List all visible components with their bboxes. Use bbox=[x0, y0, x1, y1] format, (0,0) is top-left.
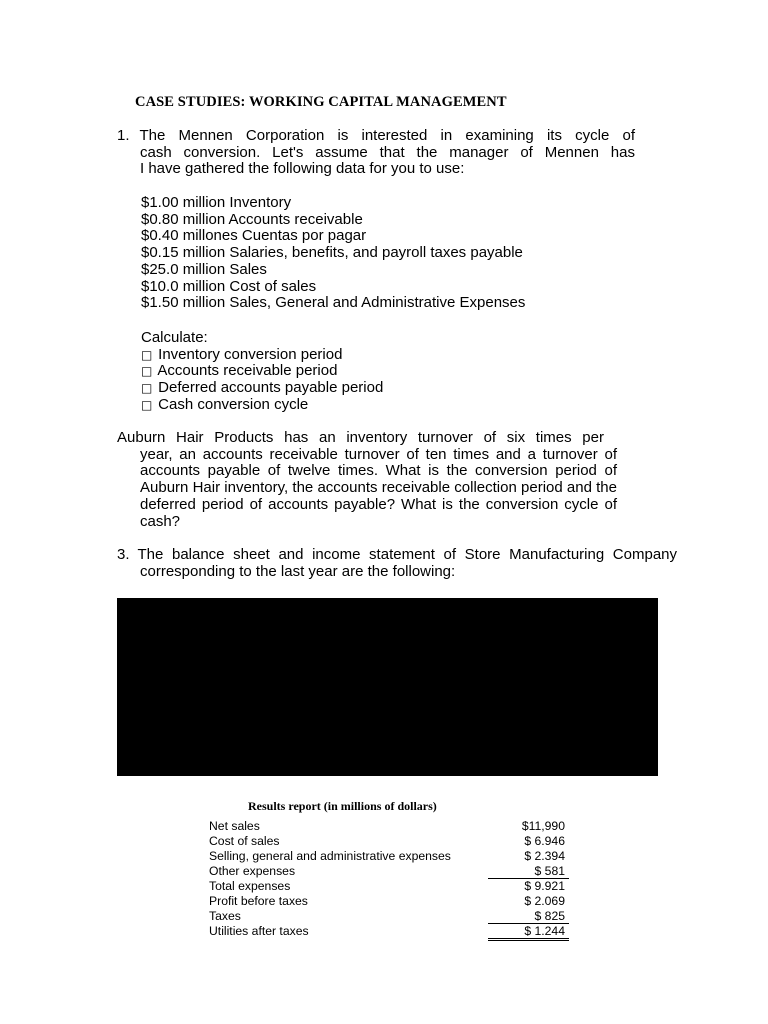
question-3-number: 3. bbox=[117, 546, 130, 563]
question-1-line-0: The Mennen Corporation is interested in examining its cycle of bbox=[139, 127, 635, 144]
row-value: $ 1.244 bbox=[524, 924, 565, 938]
calculate-item bbox=[141, 363, 383, 380]
row-value: $ 6.946 bbox=[524, 834, 565, 848]
row-label: Taxes bbox=[209, 909, 241, 923]
question-3-line-0: The balance sheet and income statement of Store Manufacturing Company bbox=[137, 546, 677, 563]
question-1-number: 1. bbox=[117, 127, 130, 144]
calculate-label: Calculate: bbox=[141, 329, 208, 346]
row-value: $11,990 bbox=[521, 819, 565, 833]
row-label: Utilities after taxes bbox=[209, 924, 309, 938]
table-row bbox=[209, 819, 569, 834]
checkbox-icon: □ bbox=[141, 364, 153, 379]
row-value: $ 825 bbox=[534, 909, 565, 923]
table-row bbox=[209, 909, 569, 924]
question-2-line: cash? bbox=[140, 512, 181, 530]
table-row bbox=[209, 879, 569, 894]
row-value: $ 581 bbox=[534, 864, 565, 878]
question-2 bbox=[117, 430, 617, 530]
checkbox-icon: □ bbox=[141, 381, 153, 396]
total-rule bbox=[488, 940, 569, 941]
total-rule bbox=[488, 938, 569, 939]
question-1-calculate-list bbox=[141, 330, 383, 414]
balance-sheet-image bbox=[117, 598, 658, 776]
row-label: Net sales bbox=[209, 819, 260, 833]
row-value: $ 9.921 bbox=[524, 879, 565, 893]
row-label: Total expenses bbox=[209, 879, 291, 893]
calculate-item-text: Cash conversion cycle bbox=[158, 395, 309, 413]
question-2-line: year, an accounts receivable turnover of ten times and a turnover of bbox=[140, 445, 617, 463]
question-2-line: deferred period of accounts payable? What is the conversion cycle of bbox=[140, 495, 617, 513]
data-item: $0.40 millones Cuentas por pagar bbox=[141, 227, 367, 245]
calculate-item bbox=[141, 397, 383, 414]
calculate-item-text: Inventory conversion period bbox=[158, 345, 343, 363]
calculate-item bbox=[141, 380, 383, 397]
page-title: CASE STUDIES: WORKING CAPITAL MANAGEMENT bbox=[135, 94, 507, 110]
table-row bbox=[209, 834, 569, 849]
report-title: Results report (in millions of dollars) bbox=[248, 799, 437, 813]
question-2-line: Auburn Hair Products has an inventory turnover of six times per bbox=[117, 429, 604, 446]
question-2-line: Auburn Hair inventory, the accounts receivable collection period and the bbox=[140, 479, 617, 497]
results-report-table bbox=[209, 819, 569, 939]
question-3-first-line bbox=[117, 547, 677, 564]
row-label: Profit before taxes bbox=[209, 894, 308, 908]
table-row bbox=[209, 894, 569, 909]
calculate-item-text: Deferred accounts payable period bbox=[158, 379, 384, 397]
row-label: Selling, general and administrative expenses bbox=[209, 849, 451, 863]
data-item: $0.80 million Accounts receivable bbox=[141, 210, 363, 228]
question-2-line: accounts payable of twelve times. What is the conversion period of bbox=[140, 462, 617, 480]
data-item: $1.00 million Inventory bbox=[141, 194, 292, 211]
row-value: $ 2.069 bbox=[524, 894, 565, 908]
calculate-item-text: Accounts receivable period bbox=[157, 362, 338, 380]
question-1-first-line bbox=[117, 128, 635, 145]
question-1-line-2: I have gathered the following data for you to use: bbox=[140, 160, 465, 178]
data-item: $1.50 million Sales, General and Administrative Expenses bbox=[141, 294, 526, 312]
question-1-line-1: cash conversion. Let's assume that the manager of Mennen has bbox=[140, 143, 635, 161]
row-label: Other expenses bbox=[209, 864, 296, 878]
table-row bbox=[209, 864, 569, 879]
row-label: Cost of sales bbox=[209, 834, 280, 848]
question-3 bbox=[117, 547, 677, 580]
calculate-item bbox=[141, 347, 383, 364]
data-item: $25.0 million Sales bbox=[141, 260, 267, 278]
question-1-data-list bbox=[141, 195, 525, 312]
checkbox-icon: □ bbox=[141, 397, 153, 412]
question-3-line-1: corresponding to the last year are the following: bbox=[140, 562, 456, 580]
question-1-intro bbox=[117, 128, 635, 178]
row-value: $ 2.394 bbox=[524, 849, 565, 863]
data-item: $0.15 million Salaries, benefits, and payroll taxes payable bbox=[141, 244, 523, 262]
checkbox-icon: □ bbox=[141, 347, 153, 362]
data-item: $10.0 million Cost of sales bbox=[141, 277, 317, 295]
table-row bbox=[209, 924, 569, 939]
table-row bbox=[209, 849, 569, 864]
